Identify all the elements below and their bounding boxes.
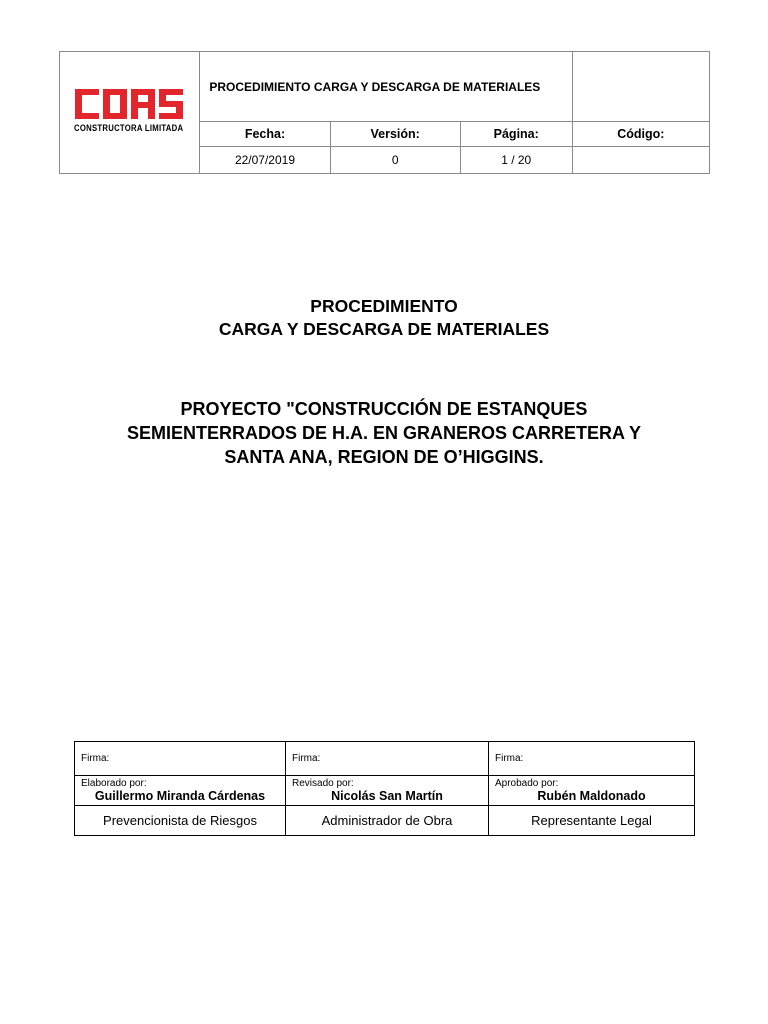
project-title-line2: SEMIENTERRADOS DE H.A. EN GRANEROS CARRETERA Y <box>126 423 642 443</box>
codigo-value <box>572 147 709 174</box>
elaborado-position: Prevencionista de Riesgos <box>75 806 286 836</box>
project-title-line3: SANTA ANA, REGION DE O’HIGGINS. <box>224 447 544 467</box>
aprobado-position: Representante Legal <box>489 806 695 836</box>
aprobado-cell <box>489 776 695 806</box>
header-blank-cell <box>572 52 709 122</box>
revisado-label: Revisado por: <box>292 778 354 789</box>
company-logo <box>74 89 184 133</box>
fecha-label: Fecha: <box>200 122 330 147</box>
aprobado-name: Rubén Maldonado <box>537 789 646 803</box>
revisado-name: Nicolás San Martín <box>331 789 443 803</box>
elaborado-name: Guillermo Miranda Cárdenas <box>94 789 266 803</box>
pagina-label: Página: <box>460 122 572 147</box>
firma-cell-aprobado: Firma: <box>489 742 695 776</box>
logo-cell <box>60 52 200 174</box>
elaborado-cell <box>75 776 286 806</box>
version-label: Versión: <box>330 122 460 147</box>
revisado-position: Administrador de Obra <box>286 806 489 836</box>
pagina-value: 1 / 20 <box>460 147 572 174</box>
signature-table <box>74 741 695 836</box>
version-value: 0 <box>330 147 460 174</box>
elaborado-label: Elaborado por: <box>81 778 147 789</box>
document-header-table <box>59 51 710 174</box>
header-title: PROCEDIMIENTO CARGA Y DESCARGA DE MATERIALES <box>200 52 572 122</box>
firma-cell-elaborado: Firma: <box>75 742 286 776</box>
procedure-title <box>0 295 768 341</box>
project-title-line1: PROYECTO "CONSTRUCCIÓN DE ESTANQUES <box>180 399 588 419</box>
procedure-title-line2: CARGA Y DESCARGA DE MATERIALES <box>218 319 550 339</box>
coas-logo-mark <box>75 89 183 119</box>
aprobado-label: Aprobado por: <box>495 778 559 789</box>
firma-cell-revisado: Firma: <box>286 742 489 776</box>
fecha-value: 22/07/2019 <box>200 147 330 174</box>
logo-subtitle: CONSTRUCTORA LIMITADA <box>74 123 184 133</box>
project-title <box>0 397 768 469</box>
codigo-label: Código: <box>572 122 709 147</box>
procedure-title-line1: PROCEDIMIENTO <box>310 296 458 316</box>
revisado-cell <box>286 776 489 806</box>
